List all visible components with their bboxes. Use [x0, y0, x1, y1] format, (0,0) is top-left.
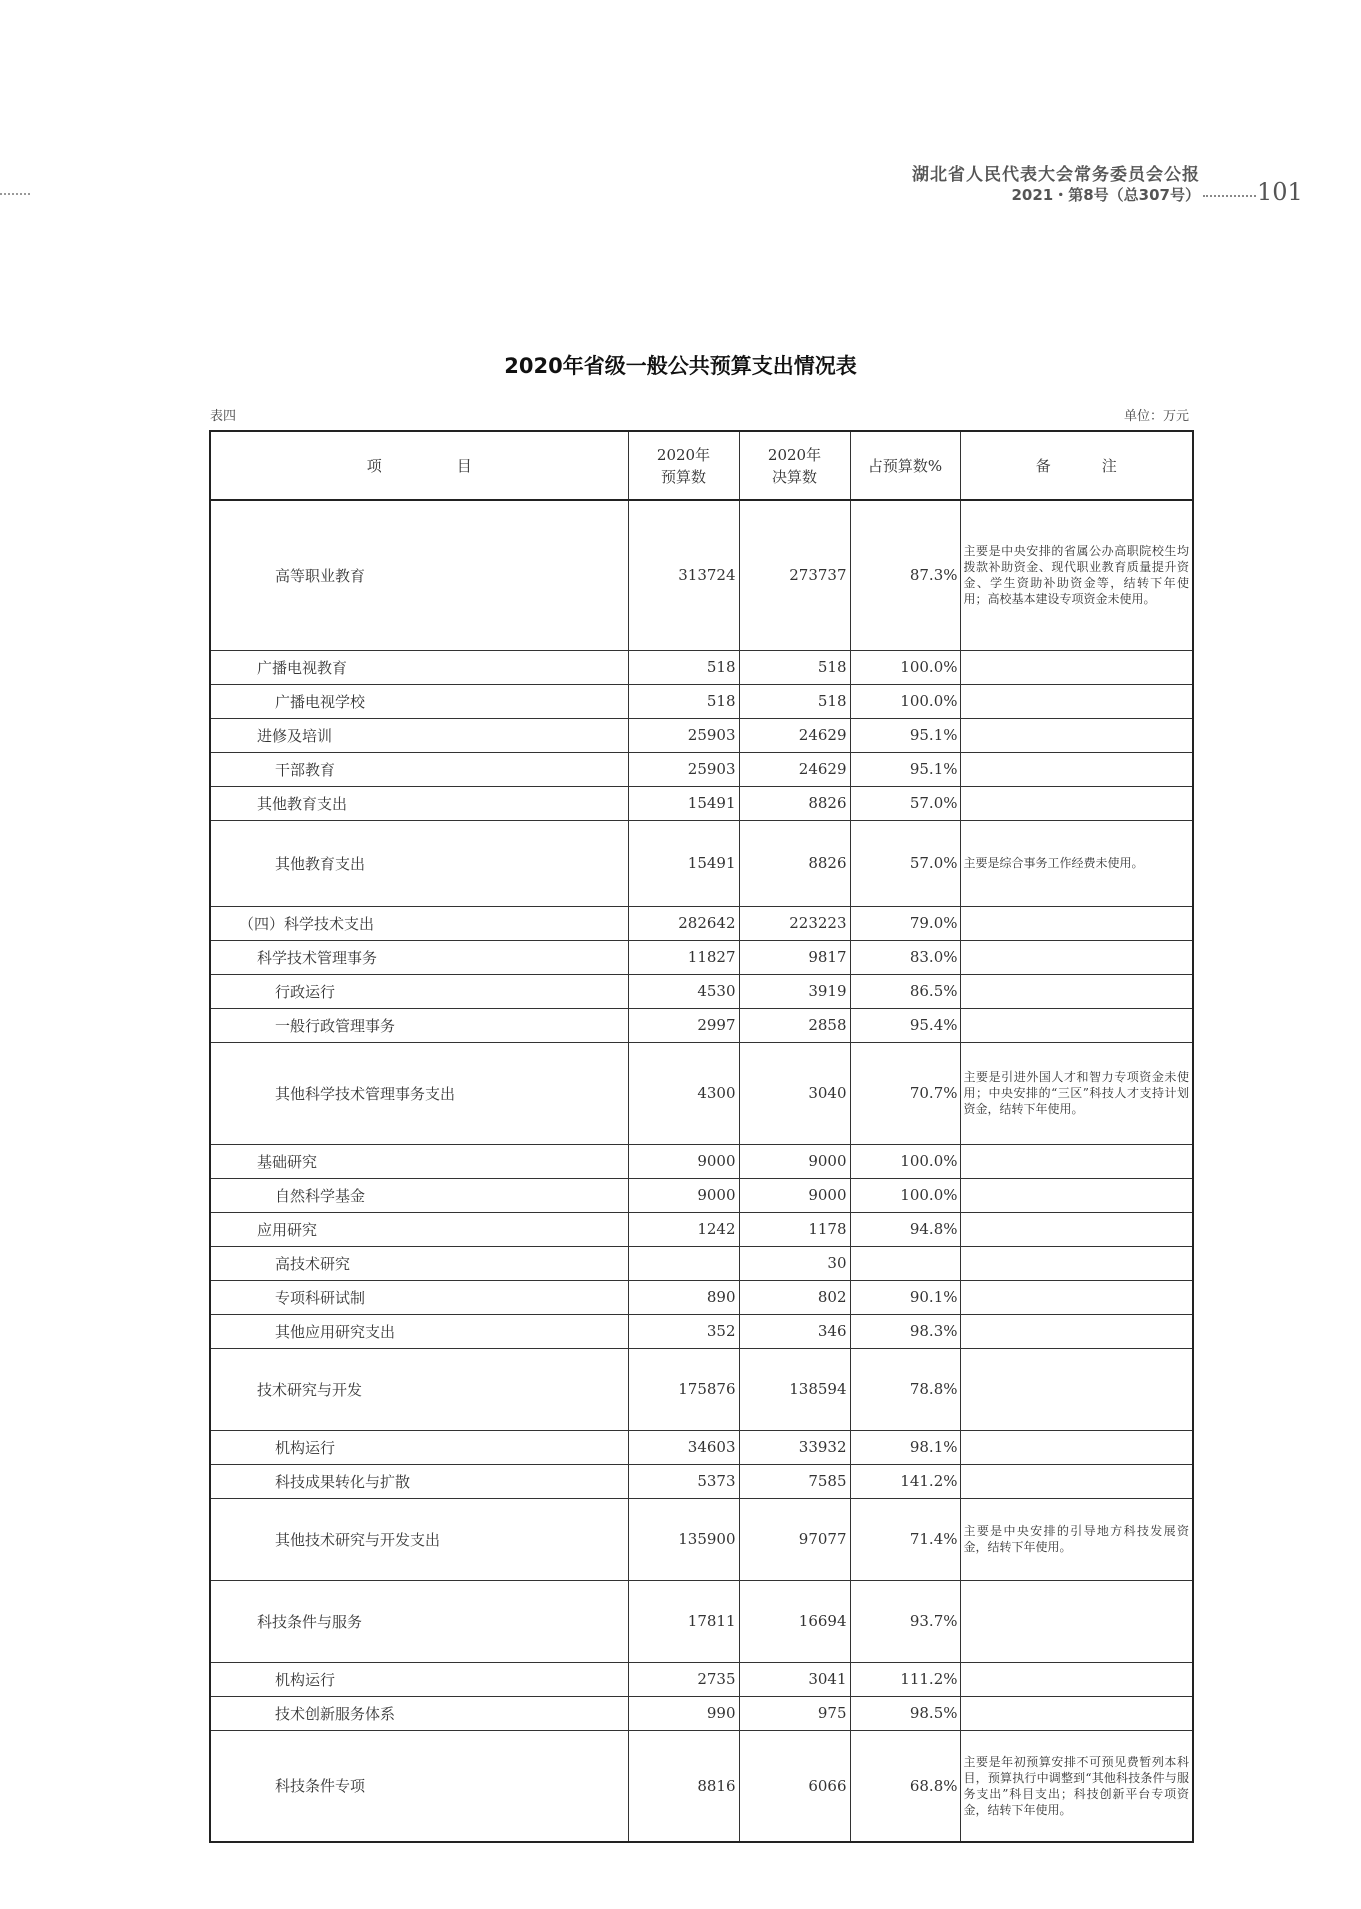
header-ratio: 占预算数%: [850, 431, 960, 500]
table-row: [210, 684, 1193, 718]
table-row: [210, 1430, 1193, 1464]
row-budget: 17811: [628, 1580, 739, 1662]
row-final: 24629: [739, 752, 850, 786]
row-name: 其他科学技术管理事务支出: [210, 1042, 628, 1144]
row-budget: 15491: [628, 786, 739, 820]
table-row: [210, 718, 1193, 752]
row-final: 7585: [739, 1464, 850, 1498]
row-budget: 15491: [628, 820, 739, 906]
table-row: [210, 752, 1193, 786]
row-note: [960, 786, 1193, 820]
row-note: 主要是引进外国人才和智力专项资金未使用；中央安排的“三区”科技人才支持计划资金，结转下年使用。: [960, 1042, 1193, 1144]
table-row: [210, 1144, 1193, 1178]
row-budget: 175876: [628, 1348, 739, 1430]
table-row: [210, 1580, 1193, 1662]
row-name: 专项科研试制: [210, 1280, 628, 1314]
row-note: [960, 974, 1193, 1008]
table-row: [210, 1280, 1193, 1314]
row-ratio: 90.1%: [850, 1280, 960, 1314]
row-note: [960, 1246, 1193, 1280]
row-ratio: 70.7%: [850, 1042, 960, 1144]
table-row: [210, 786, 1193, 820]
row-name: 科技成果转化与扩散: [210, 1464, 628, 1498]
row-final: 24629: [739, 718, 850, 752]
row-final: 518: [739, 684, 850, 718]
table-row: [210, 1348, 1193, 1430]
row-budget: 25903: [628, 718, 739, 752]
row-name: 科技条件与服务: [210, 1580, 628, 1662]
table-row: [210, 906, 1193, 940]
row-ratio: 71.4%: [850, 1498, 960, 1580]
table-unit: 单位：万元: [1123, 409, 1189, 424]
row-final: 518: [739, 650, 850, 684]
table-row: [210, 974, 1193, 1008]
row-budget: 282642: [628, 906, 739, 940]
table-header-row: [210, 431, 1193, 500]
row-ratio: 100.0%: [850, 684, 960, 718]
row-note: [960, 1280, 1193, 1314]
table-row: [210, 1464, 1193, 1498]
row-budget: 2735: [628, 1662, 739, 1696]
row-ratio: 86.5%: [850, 974, 960, 1008]
page-number: 101: [1257, 178, 1303, 206]
header-final: 2020年 决算数: [739, 431, 850, 500]
row-budget: 352: [628, 1314, 739, 1348]
row-name: 干部教育: [210, 752, 628, 786]
row-budget: 2997: [628, 1008, 739, 1042]
row-note: [960, 906, 1193, 940]
row-budget: 313724: [628, 500, 739, 650]
row-name: 高技术研究: [210, 1246, 628, 1280]
row-note: [960, 1696, 1193, 1730]
row-name: 广播电视教育: [210, 650, 628, 684]
row-ratio: 87.3%: [850, 500, 960, 650]
journal-title: 湖北省人民代表大会常务委员会公报: [912, 165, 1200, 185]
row-note: [960, 650, 1193, 684]
row-budget: 518: [628, 684, 739, 718]
row-name: 应用研究: [210, 1212, 628, 1246]
row-name: 技术创新服务体系: [210, 1696, 628, 1730]
row-final: 975: [739, 1696, 850, 1730]
row-final: 273737: [739, 500, 850, 650]
row-note: [960, 1212, 1193, 1246]
row-name: 科学技术管理事务: [210, 940, 628, 974]
row-ratio: 79.0%: [850, 906, 960, 940]
row-budget: 518: [628, 650, 739, 684]
document-title: 2020年省级一般公共预算支出情况表: [504, 354, 857, 378]
row-name: （四）科学技术支出: [210, 906, 628, 940]
row-budget: 1242: [628, 1212, 739, 1246]
row-ratio: 95.4%: [850, 1008, 960, 1042]
row-note: [960, 1662, 1193, 1696]
row-ratio: 57.0%: [850, 820, 960, 906]
row-ratio: 95.1%: [850, 752, 960, 786]
expenditure-table: [209, 430, 1194, 1843]
row-budget: 34603: [628, 1430, 739, 1464]
row-final: 346: [739, 1314, 850, 1348]
row-name: 一般行政管理事务: [210, 1008, 628, 1042]
row-ratio: 98.5%: [850, 1696, 960, 1730]
row-name: 广播电视学校: [210, 684, 628, 718]
table-row: [210, 1314, 1193, 1348]
row-note: 主要是年初预算安排不可预见费暂列本科目，预算执行中调整到“其他科技条件与服务支出”科目支出；科技创新平台专项资金，结转下年使用。: [960, 1730, 1193, 1842]
row-ratio: 141.2%: [850, 1464, 960, 1498]
row-final: 223223: [739, 906, 850, 940]
row-note: [960, 752, 1193, 786]
row-budget: 11827: [628, 940, 739, 974]
row-ratio: 78.8%: [850, 1348, 960, 1430]
row-name: 自然科学基金: [210, 1178, 628, 1212]
table-row: [210, 1696, 1193, 1730]
row-budget: 9000: [628, 1178, 739, 1212]
row-name: 科技条件专项: [210, 1730, 628, 1842]
table-row: [210, 1662, 1193, 1696]
table-row: [210, 500, 1193, 650]
row-budget: 890: [628, 1280, 739, 1314]
row-name: 其他应用研究支出: [210, 1314, 628, 1348]
table-label: 表四: [210, 409, 237, 424]
row-budget: 4530: [628, 974, 739, 1008]
row-final: 802: [739, 1280, 850, 1314]
row-note: [960, 1464, 1193, 1498]
header-left-rule: [0, 193, 30, 195]
row-final: 3040: [739, 1042, 850, 1144]
row-name: 基础研究: [210, 1144, 628, 1178]
row-name: 行政运行: [210, 974, 628, 1008]
row-budget: 135900: [628, 1498, 739, 1580]
row-ratio: 94.8%: [850, 1212, 960, 1246]
header-budget: 2020年 预算数: [628, 431, 739, 500]
row-ratio: 98.1%: [850, 1430, 960, 1464]
row-final: 9817: [739, 940, 850, 974]
row-final: 33932: [739, 1430, 850, 1464]
table-row: [210, 1246, 1193, 1280]
row-final: 138594: [739, 1348, 850, 1430]
table-row: [210, 1042, 1193, 1144]
row-budget: [628, 1246, 739, 1280]
row-final: 1178: [739, 1212, 850, 1246]
row-final: 30: [739, 1246, 850, 1280]
row-final: 8826: [739, 820, 850, 906]
row-ratio: 93.7%: [850, 1580, 960, 1662]
row-note: 主要是综合事务工作经费未使用。: [960, 820, 1193, 906]
row-final: 6066: [739, 1730, 850, 1842]
row-ratio: 57.0%: [850, 786, 960, 820]
issue-number: 2021・第8号（总307号）: [1011, 186, 1200, 204]
row-final: 9000: [739, 1178, 850, 1212]
table-row: [210, 1730, 1193, 1842]
row-name: 机构运行: [210, 1662, 628, 1696]
row-budget: 9000: [628, 1144, 739, 1178]
row-note: [960, 718, 1193, 752]
row-note: [960, 1178, 1193, 1212]
row-ratio: [850, 1246, 960, 1280]
row-ratio: 100.0%: [850, 1144, 960, 1178]
row-name: 进修及培训: [210, 718, 628, 752]
row-budget: 5373: [628, 1464, 739, 1498]
row-budget: 4300: [628, 1042, 739, 1144]
header-dot-leader: [1203, 195, 1256, 197]
row-final: 8826: [739, 786, 850, 820]
row-ratio: 68.8%: [850, 1730, 960, 1842]
row-ratio: 100.0%: [850, 650, 960, 684]
row-note: 主要是中央安排的引导地方科技发展资金，结转下年使用。: [960, 1498, 1193, 1580]
row-budget: 990: [628, 1696, 739, 1730]
row-note: [960, 1348, 1193, 1430]
row-note: 主要是中央安排的省属公办高职院校生均拨款补助资金、现代职业教育质量提升资金、学生资助补助资金等，结转下年使用；高校基本建设专项资金未使用。: [960, 500, 1193, 650]
row-final: 97077: [739, 1498, 850, 1580]
table-row: [210, 940, 1193, 974]
row-ratio: 100.0%: [850, 1178, 960, 1212]
row-note: [960, 1580, 1193, 1662]
table-row: [210, 650, 1193, 684]
table-row: [210, 1008, 1193, 1042]
row-final: 3919: [739, 974, 850, 1008]
row-name: 其他教育支出: [210, 786, 628, 820]
row-note: [960, 940, 1193, 974]
row-note: [960, 1008, 1193, 1042]
row-note: [960, 1314, 1193, 1348]
table-row: [210, 820, 1193, 906]
row-final: 3041: [739, 1662, 850, 1696]
table-row: [210, 1498, 1193, 1580]
row-final: 2858: [739, 1008, 850, 1042]
row-note: [960, 684, 1193, 718]
row-ratio: 83.0%: [850, 940, 960, 974]
row-ratio: 111.2%: [850, 1662, 960, 1696]
row-note: [960, 1144, 1193, 1178]
row-name: 高等职业教育: [210, 500, 628, 650]
row-ratio: 95.1%: [850, 718, 960, 752]
row-budget: 8816: [628, 1730, 739, 1842]
row-budget: 25903: [628, 752, 739, 786]
row-note: [960, 1430, 1193, 1464]
table-row: [210, 1212, 1193, 1246]
row-name: 其他教育支出: [210, 820, 628, 906]
row-final: 9000: [739, 1144, 850, 1178]
row-name: 技术研究与开发: [210, 1348, 628, 1430]
row-name: 机构运行: [210, 1430, 628, 1464]
header-item: 项 目: [210, 431, 628, 500]
row-final: 16694: [739, 1580, 850, 1662]
row-ratio: 98.3%: [850, 1314, 960, 1348]
row-name: 其他技术研究与开发支出: [210, 1498, 628, 1580]
table-row: [210, 1178, 1193, 1212]
header-note: 备 注: [960, 431, 1193, 500]
